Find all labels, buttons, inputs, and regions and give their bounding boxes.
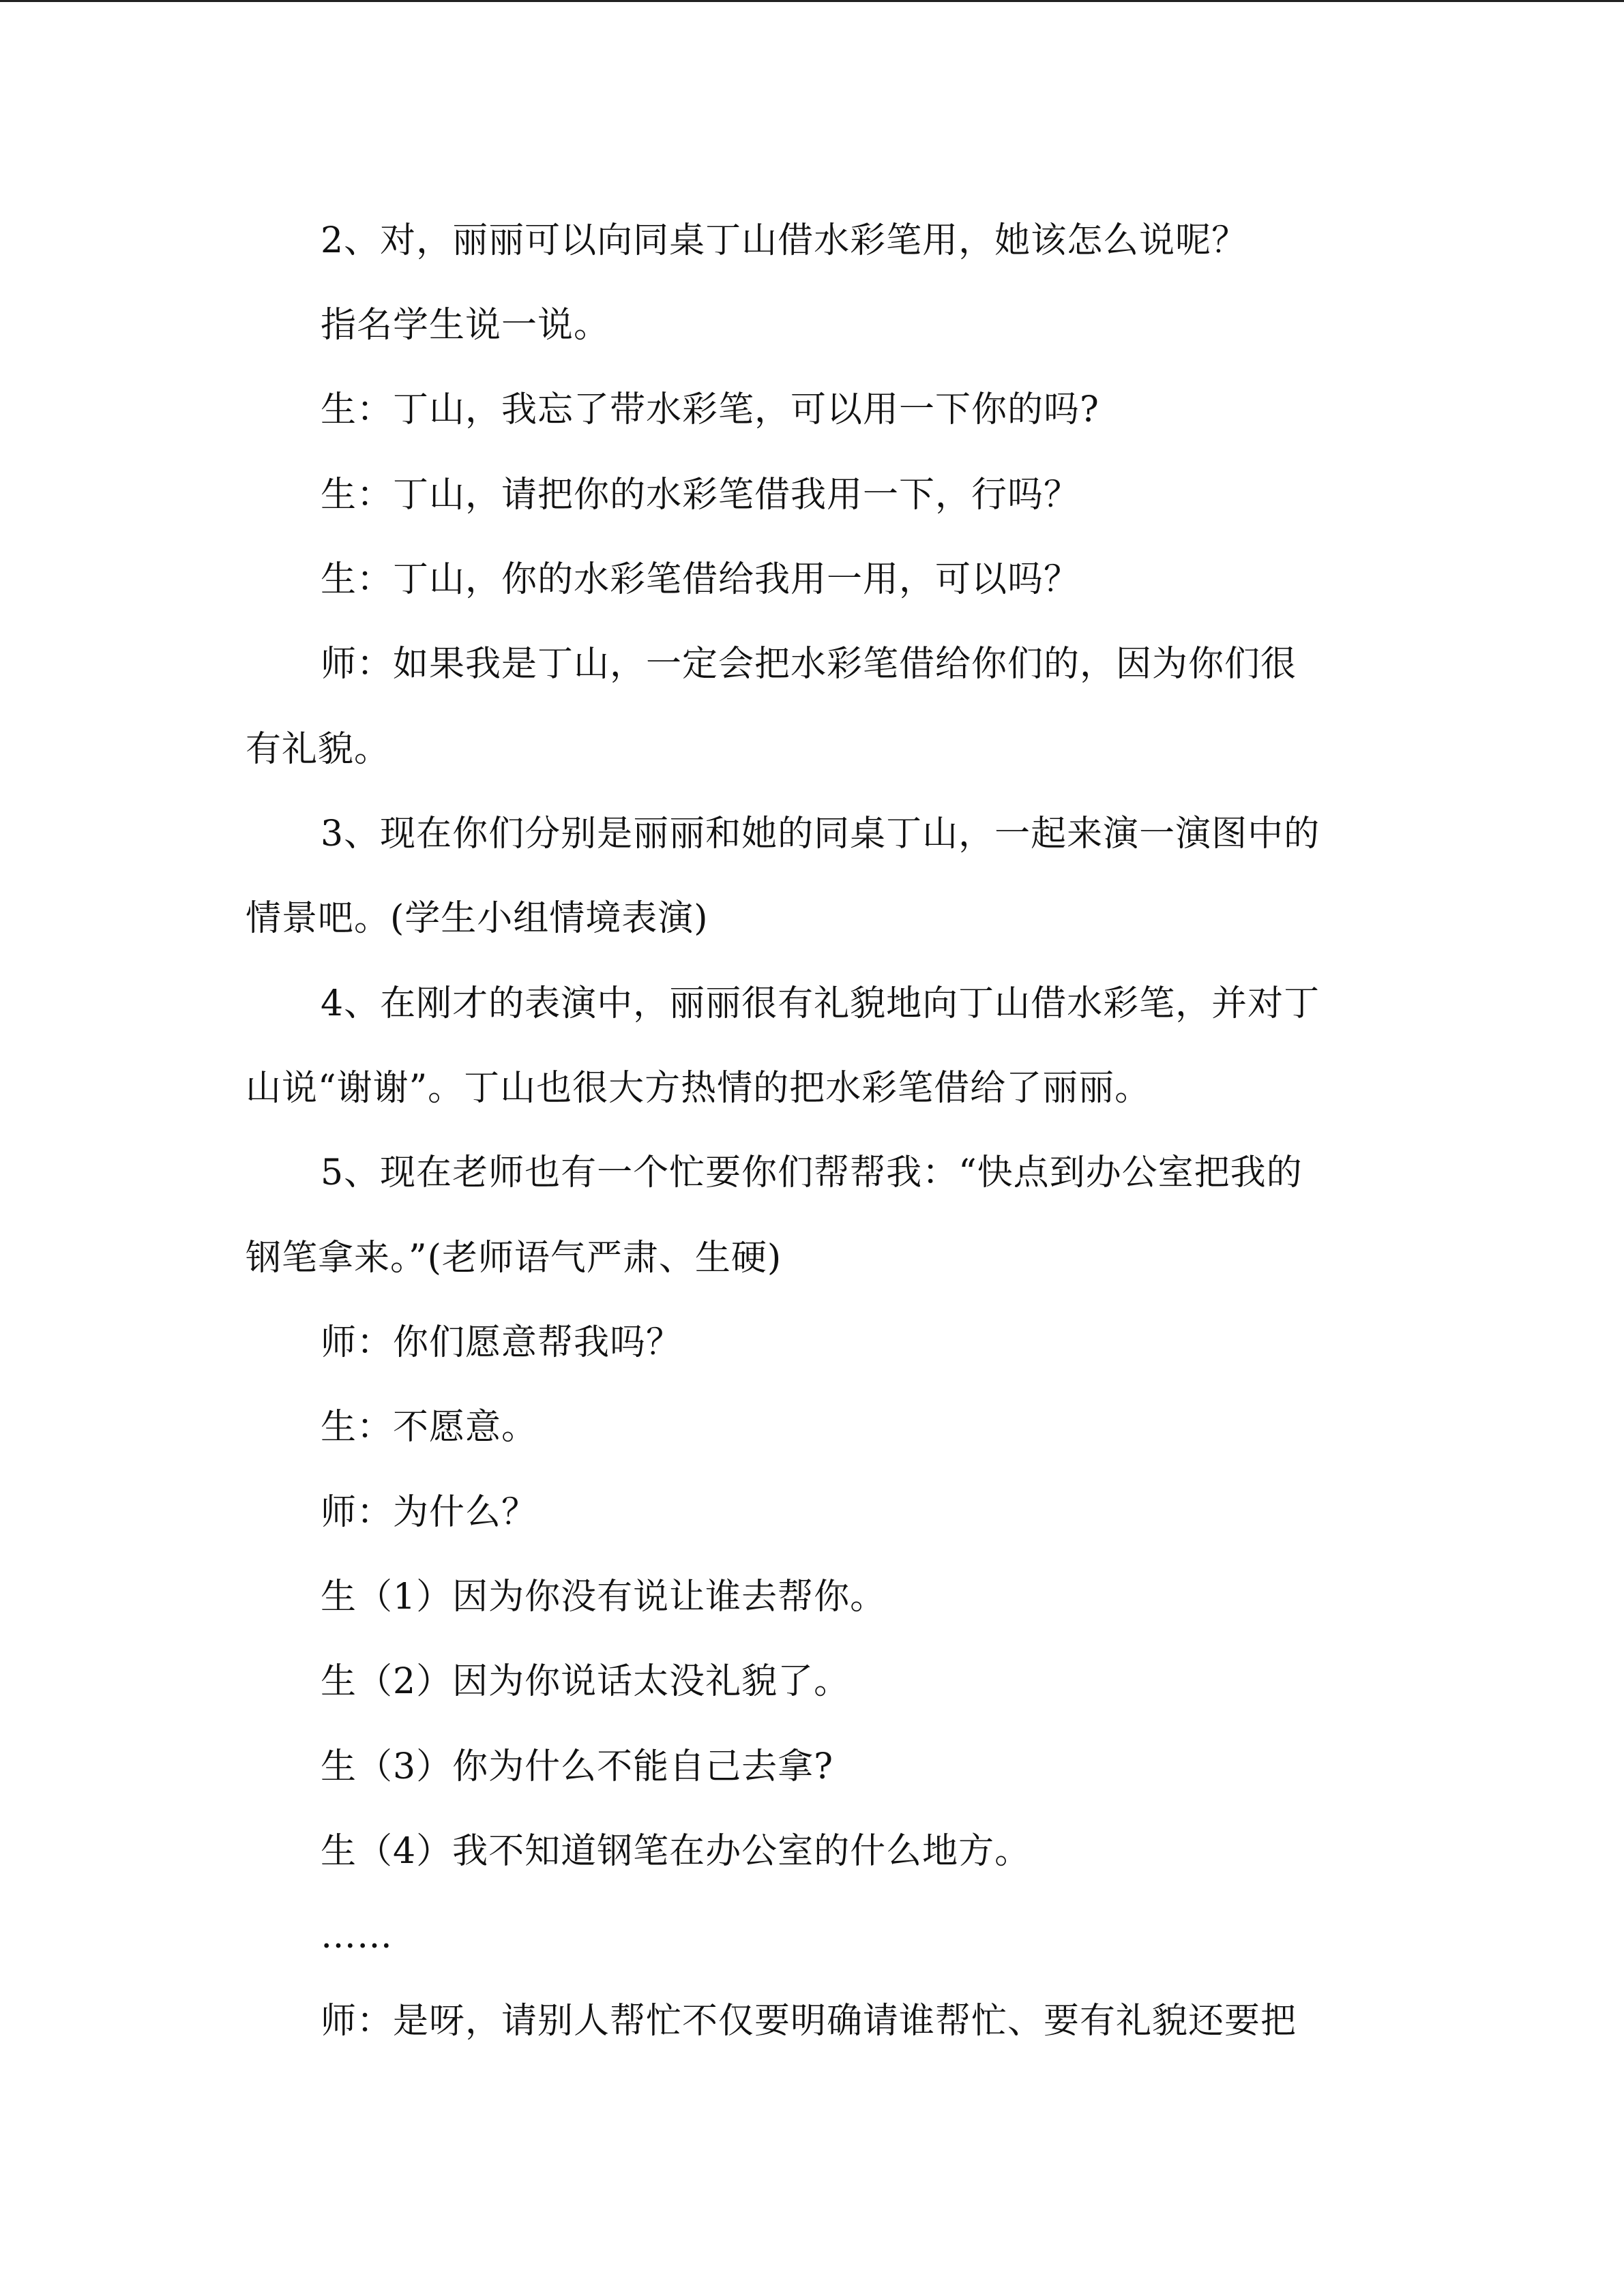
paragraph-line-17: 生（1）因为你没有说让谁去帮你。 bbox=[321, 1577, 887, 1617]
paragraph-line-1: 2、对，丽丽可以向同桌丁山借水彩笔用，她该怎么说呢？ bbox=[321, 220, 1248, 261]
paragraph-line-13: 钢笔拿来。”(老师语气严肃、生硬) bbox=[246, 1238, 782, 1279]
paragraph-line-22: 师：是呀，请别人帮忙不仅要明确请谁帮忙、要有礼貌还要把 bbox=[321, 2001, 1297, 2042]
paragraph-line-9: 情景吧。(学生小组情境表演) bbox=[246, 898, 709, 939]
ellipsis-line: …… bbox=[321, 1915, 393, 1956]
paragraph-line-2: 指名学生说一说。 bbox=[321, 305, 610, 346]
paragraph-line-15: 生：不愿意。 bbox=[321, 1407, 538, 1448]
paragraph-line-14: 师：你们愿意帮我吗？ bbox=[321, 1322, 683, 1363]
paragraph-line-5: 生：丁山，你的水彩笔借给我用一用，可以吗？ bbox=[321, 559, 1080, 600]
paragraph-line-7: 有礼貌。 bbox=[246, 729, 391, 770]
paragraph-line-20: 生（4）我不知道钢笔在办公室的什么地方。 bbox=[321, 1831, 1031, 1872]
paragraph-line-18: 生（2）因为你说话太没礼貌了。 bbox=[321, 1661, 851, 1702]
paragraph-line-16: 师：为什么？ bbox=[321, 1492, 538, 1533]
paragraph-line-19: 生（3）你为什么不能自己去拿? bbox=[321, 1746, 833, 1787]
paragraph-line-4: 生：丁山，请把你的水彩笔借我用一下，行吗？ bbox=[321, 475, 1080, 516]
paragraph-line-10: 4、在刚才的表演中，丽丽很有礼貌地向丁山借水彩笔，并对丁 bbox=[321, 983, 1320, 1024]
paragraph-line-8: 3、现在你们分别是丽丽和她的同桌丁山，一起来演一演图中的 bbox=[321, 814, 1320, 854]
paragraph-line-6: 师：如果我是丁山，一定会把水彩笔借给你们的，因为你们很 bbox=[321, 644, 1297, 685]
paragraph-line-12: 5、现在老师也有一个忙要你们帮帮我：“快点到办公室把我的 bbox=[321, 1152, 1303, 1193]
paragraph-line-11: 山说“谢谢”。丁山也很大方热情的把水彩笔借给了丽丽。 bbox=[246, 1068, 1151, 1109]
paragraph-line-3: 生：丁山，我忘了带水彩笔，可以用一下你的吗? bbox=[321, 389, 1099, 430]
